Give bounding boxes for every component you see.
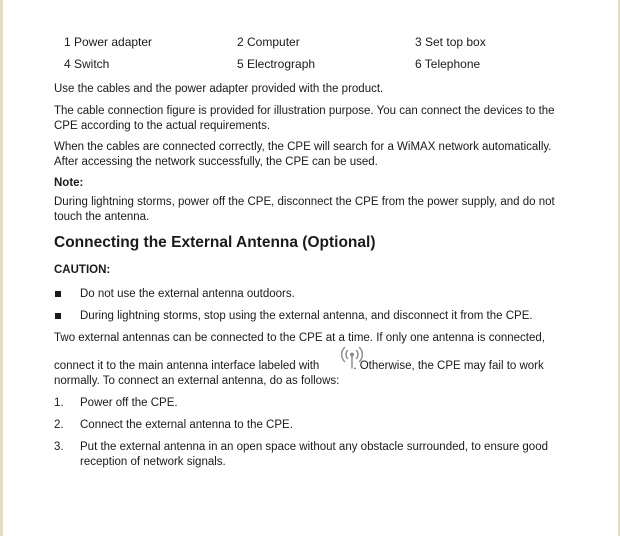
paragraph-cables: Use the cables and the power adapter provided with the product.	[54, 83, 384, 95]
step-number: 3.	[54, 441, 64, 453]
step-number: 1.	[54, 397, 64, 409]
caution-label: CAUTION:	[54, 264, 111, 276]
antenna-intro-line2	[54, 359, 574, 374]
page-edge-left	[0, 0, 3, 536]
legend-item-computer: 2 Computer	[237, 35, 300, 49]
paragraph-figure: The cable connection figure is provided for illustration purpose. You can connect the devices to the CPE according to the actual requirements.	[54, 105, 555, 132]
note-label: Note:	[54, 177, 84, 189]
legend-item-telephone: 6 Telephone	[415, 57, 481, 71]
note-text: During lightning storms, power off the CPE, disconnect the CPE from the power supply, and do not touch the antenna.	[54, 196, 555, 223]
antenna-intro-line3: normally. To connect an external antenna, do as follows:	[54, 375, 340, 387]
antenna-intro-line2-end: . Otherwise, the CPE may fail to work	[353, 360, 544, 372]
antenna-signal-icon	[338, 344, 366, 370]
legend-item-power-adapter: 1 Power adapter	[64, 35, 153, 49]
step-text: Connect the external antenna to the CPE.	[80, 419, 293, 431]
antenna-intro-line1: Two external antennas can be connected to the CPE at a time. If only one antenna is connected,	[54, 332, 545, 344]
bullet-text: During lightning storms, stop using the external antenna, and disconnect it from the CPE.	[80, 310, 533, 322]
antenna-intro-line2-start: connect it to the main antenna interface labeled with	[54, 360, 320, 372]
step-text: Put the external antenna in an open space without any obstacle surrounded, to ensure good reception of network signals.	[80, 441, 548, 468]
bullet-square-icon	[55, 313, 61, 319]
legend-item-electrograph: 5 Electrograph	[237, 57, 316, 71]
legend-item-set-top-box: 3 Set top box	[415, 35, 486, 49]
step-text: Power off the CPE.	[80, 397, 178, 409]
section-title: Connecting the External Antenna (Optional)	[54, 234, 376, 251]
paragraph-search: When the cables are connected correctly, the CPE will search for a WiMAX network automatically. After accessing the network successfully, the CPE can be used.	[54, 141, 552, 168]
bullet-text: Do not use the external antenna outdoors.	[80, 288, 295, 300]
legend-item-switch: 4 Switch	[64, 57, 110, 71]
step-number: 2.	[54, 419, 64, 431]
bullet-square-icon	[55, 291, 61, 297]
